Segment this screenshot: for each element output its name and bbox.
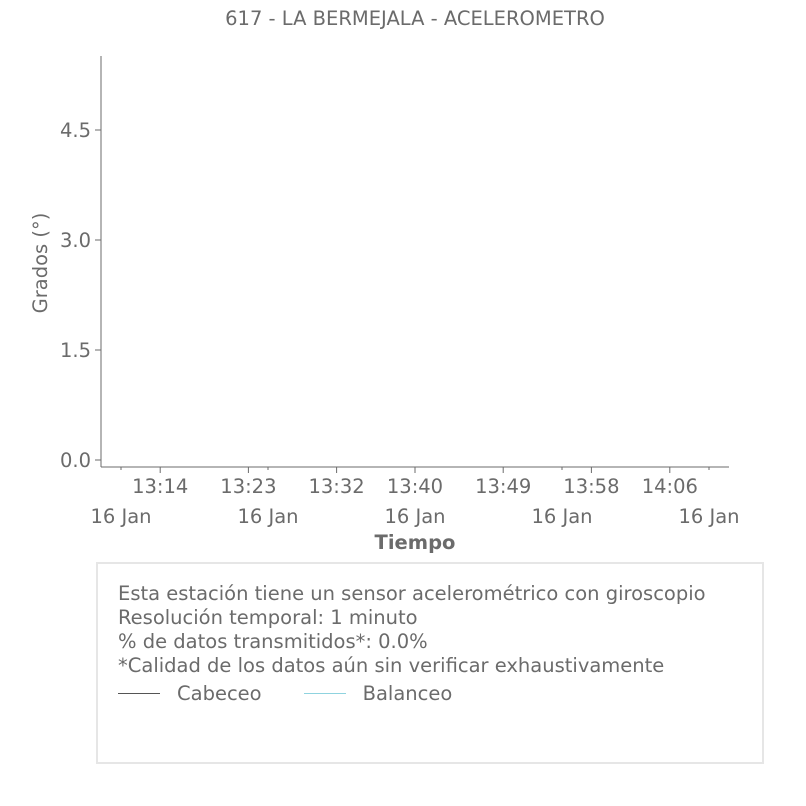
- info-line-sensor: Esta estación tiene un sensor acelerométrico con giroscopio: [118, 582, 706, 605]
- legend-swatch-balanceo: [304, 693, 346, 694]
- x-axis-label: Tiempo: [374, 531, 456, 554]
- x-axis-ticks: [90, 467, 739, 528]
- y-tick-label: 1.5: [59, 339, 91, 362]
- x-tick-label: 13:49: [475, 475, 532, 498]
- legend: [118, 682, 494, 705]
- info-text: [118, 582, 706, 678]
- legend-swatch-cabeceo: [118, 693, 160, 694]
- y-axis-label: Grados (°): [29, 212, 52, 314]
- y-tick-label: 0.0: [59, 449, 91, 472]
- x-tick-label: 14:06: [641, 475, 698, 498]
- legend-item-balanceo: [304, 682, 453, 705]
- x-date-tick-label: 16 Jan: [384, 505, 446, 528]
- x-date-tick-label: 16 Jan: [237, 505, 299, 528]
- info-box: [96, 562, 764, 764]
- info-line-transmitted: % de datos transmitidos*: 0.0%: [118, 630, 428, 653]
- y-tick-label: 3.0: [59, 229, 91, 252]
- x-tick-label: 13:23: [220, 475, 277, 498]
- y-tick-label: 4.5: [59, 119, 91, 142]
- info-line-quality: *Calidad de los datos aún sin verificar exhaustivamente: [118, 654, 665, 677]
- x-tick-label: 13:32: [308, 475, 365, 498]
- legend-label-balanceo: Balanceo: [362, 682, 453, 705]
- chart-title: 617 - LA BERMEJALA - ACELEROMETRO: [225, 7, 605, 30]
- x-tick-label: 13:14: [132, 475, 189, 498]
- x-date-tick-label: 16 Jan: [90, 505, 152, 528]
- legend-item-cabeceo: [118, 682, 262, 705]
- x-tick-label: 13:58: [563, 475, 620, 498]
- info-line-resolution: Resolución temporal: 1 minuto: [118, 606, 418, 629]
- legend-label-cabeceo: Cabeceo: [177, 682, 262, 705]
- y-axis-ticks: [60, 119, 101, 472]
- x-date-tick-label: 16 Jan: [531, 505, 593, 528]
- x-tick-label: 13:40: [386, 475, 444, 498]
- x-date-tick-label: 16 Jan: [678, 505, 740, 528]
